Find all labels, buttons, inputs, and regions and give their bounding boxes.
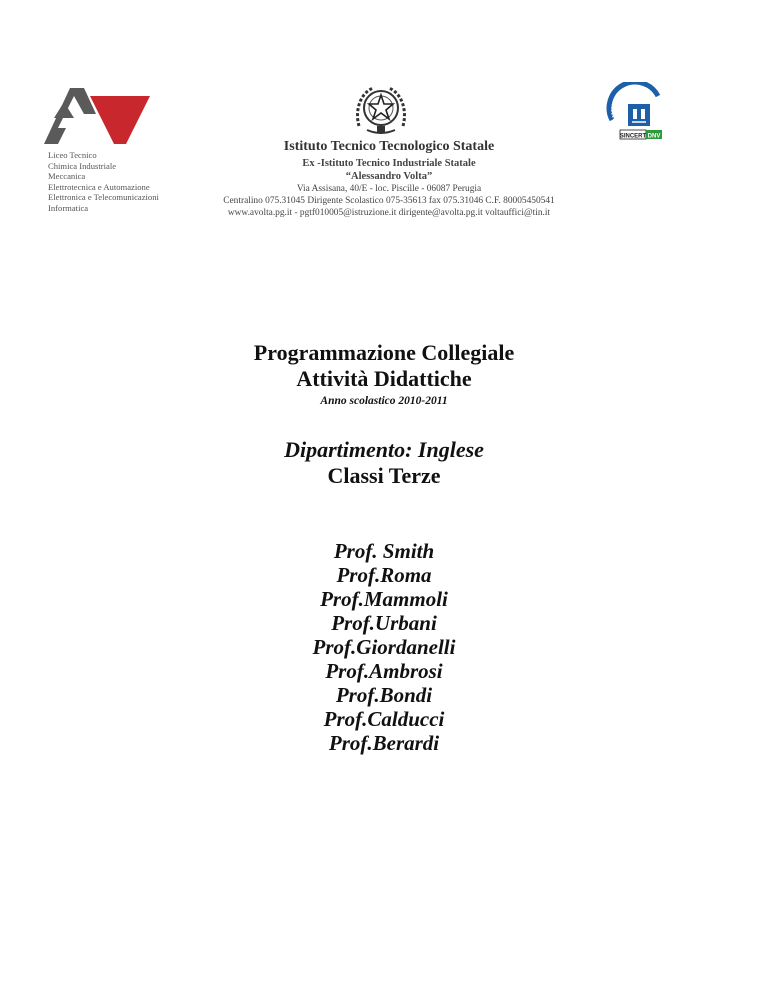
course-item: Meccanica (48, 171, 86, 182)
course-item: Chimica Industriale (48, 160, 117, 171)
department: Dipartimento: Inglese (284, 437, 484, 462)
letterhead (150, 139, 628, 219)
classes: Classi Terze (327, 463, 441, 488)
named-after: “Alessandro Volta” (345, 171, 433, 182)
former-name: Ex -Istituto Tecnico Industriale Statale (302, 158, 476, 169)
professor-item: Prof.Urbani (331, 611, 437, 635)
school-year: Anno scolastico 2010-2011 (320, 395, 448, 407)
address: Via Assisana, 40/E - loc. Piscille - 06087 Perugia (296, 184, 482, 194)
contacts-line: www.avolta.pg.it - pgtf010005@istruzione.it dirigente@avolta.pg.it voltauffici@tin.it (227, 208, 551, 218)
school-name: Istituto Tecnico Tecnologico Statale (283, 139, 495, 154)
cert-brand-text: SINCERT (619, 133, 647, 140)
document-titles (0, 340, 768, 755)
phone-line: Centralino 075.31045 Dirigente Scolastico 075-35613 fax 075.31046 C.F. 80005450541 (223, 196, 555, 206)
course-item: Elettronica e Telecomunicazioni (48, 192, 159, 203)
course-item: Liceo Tecnico (48, 150, 97, 160)
course-item: Elettrotecnica e Automazione (48, 181, 150, 192)
professor-item: Prof.Bondi (335, 683, 433, 707)
professor-item: Prof.Calducci (323, 707, 445, 731)
title-line-1: Programmazione Collegiale (253, 340, 515, 365)
cert-body-text: DNV (647, 133, 661, 140)
title-line-2: Attività Didattiche (296, 366, 472, 391)
professor-item: Prof. Smith (333, 539, 435, 563)
professor-item: Prof.Ambrosi (325, 659, 443, 683)
professor-item: Prof.Giordanelli (312, 635, 456, 659)
iso-certification-badge (606, 82, 668, 144)
course-item: Informatica (48, 202, 89, 213)
italian-republic-emblem-icon (353, 82, 409, 136)
professor-item: Prof.Berardi (328, 731, 440, 755)
professor-list (0, 539, 768, 755)
professor-item: Prof.Roma (336, 563, 432, 587)
course-list (48, 150, 159, 214)
professor-item: Prof.Mammoli (320, 587, 448, 611)
school-logo (40, 84, 152, 144)
